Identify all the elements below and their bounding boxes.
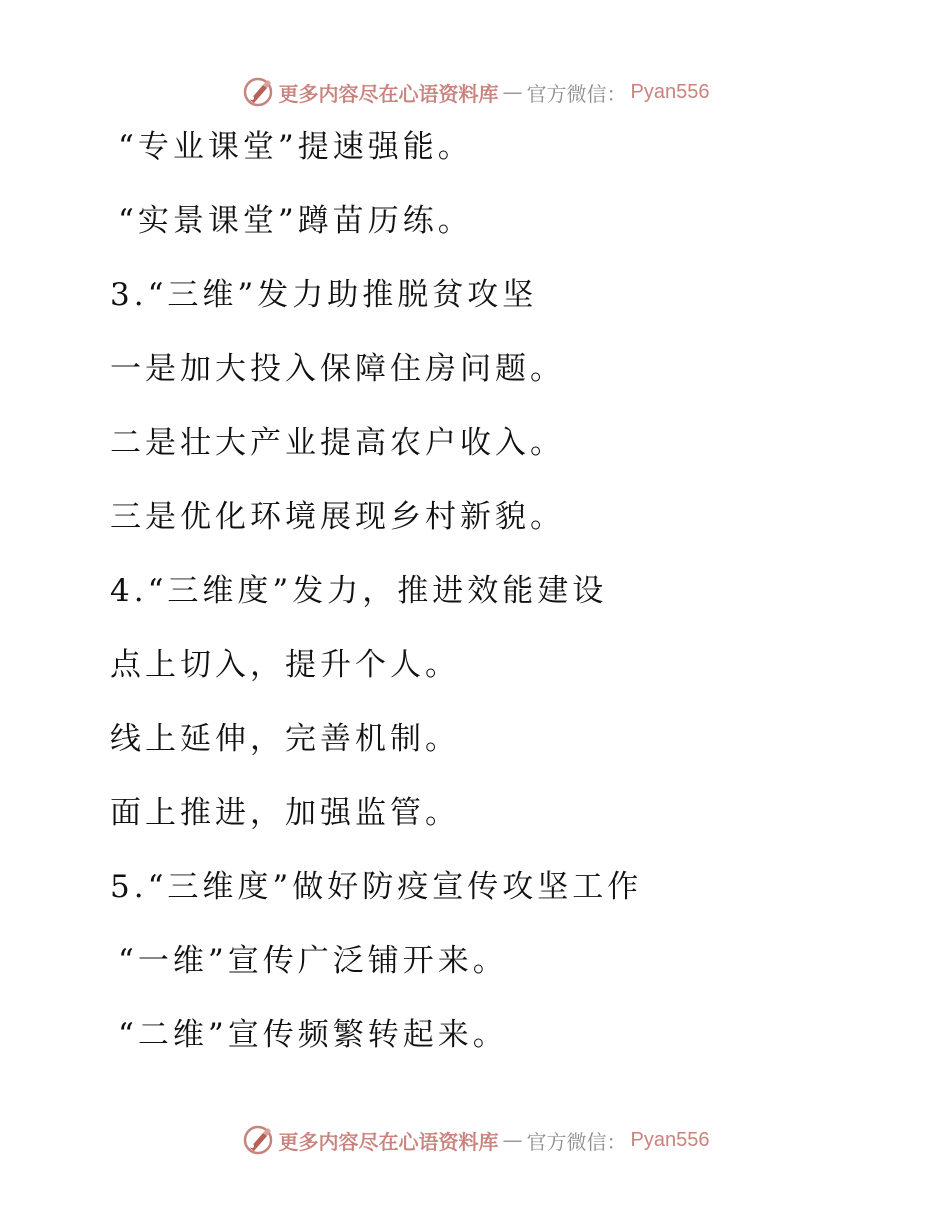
watermark-group <box>241 1123 710 1157</box>
pen-logo-icon <box>241 1123 275 1157</box>
pen-logo-icon <box>241 75 275 109</box>
text-line: 一是加大投入保障住房问题。 <box>110 351 565 387</box>
section-heading: 5.“三维度”做好防疫宣传攻坚工作 <box>110 869 643 905</box>
text-line: “一维”宣传广泛铺开来。 <box>118 943 508 979</box>
text-line: “专业课堂”提速强能。 <box>118 129 473 165</box>
text-line: “二维”宣传频繁转起来。 <box>118 1017 508 1053</box>
text-line: 三是优化环境展现乡村新貌。 <box>110 499 565 535</box>
text-line: “实景课堂”蹲苗历练。 <box>118 203 473 239</box>
section-heading: 3.“三维”发力助推脱贫攻坚 <box>110 277 538 313</box>
text-line: 二是壮大产业提高农户收入。 <box>110 425 565 461</box>
watermark-label: 官方微信： <box>526 1129 627 1154</box>
watermark-dash: — <box>502 80 523 104</box>
text-line: 点上切入，提升个人。 <box>110 647 460 683</box>
watermark-dash: — <box>502 1128 523 1152</box>
watermark-main-text: 更多内容尽在心语资料库 <box>278 81 499 106</box>
watermark-id: Pyan556 <box>630 1128 710 1151</box>
watermark-group <box>241 75 710 109</box>
text-line: 面上推进，加强监管。 <box>110 795 460 831</box>
watermark-main-text: 更多内容尽在心语资料库 <box>278 1129 499 1154</box>
watermark-id: Pyan556 <box>630 80 710 103</box>
watermark-label: 官方微信： <box>526 81 627 106</box>
text-line: 线上延伸，完善机制。 <box>110 721 460 757</box>
footer-watermark <box>0 1120 950 1160</box>
header-watermark <box>0 72 950 112</box>
section-heading: 4.“三维度”发力，推进效能建设 <box>110 573 608 609</box>
